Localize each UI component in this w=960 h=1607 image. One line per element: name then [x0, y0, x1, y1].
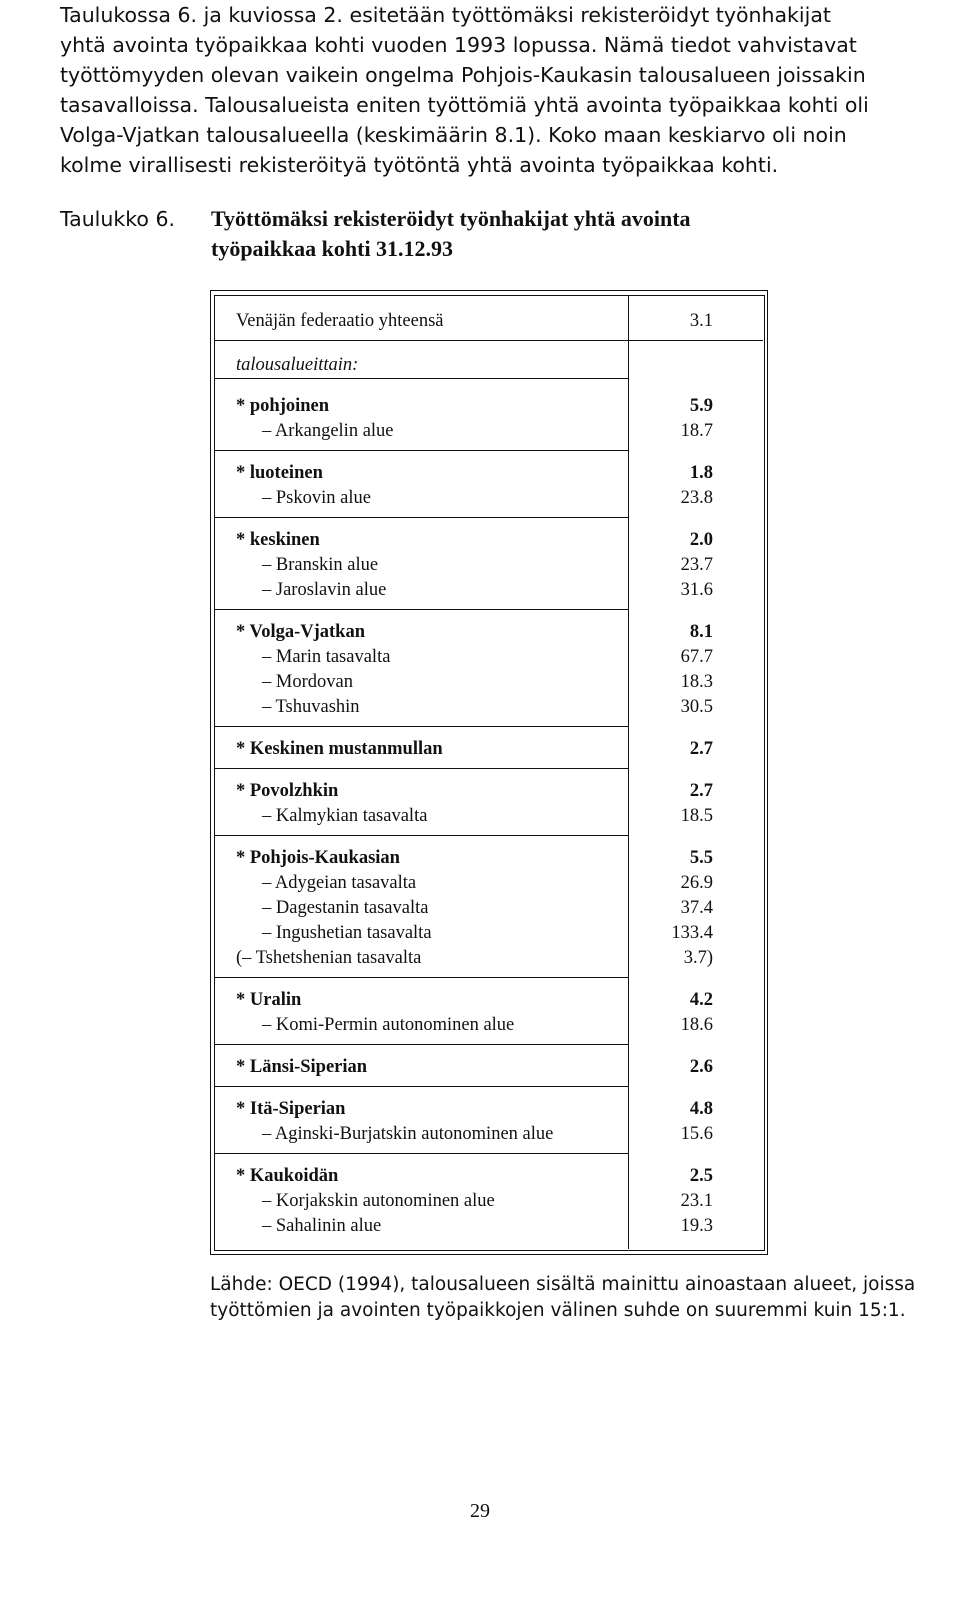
row-label: – Tshuvashin	[262, 697, 360, 717]
table-caption-label: Taulukko 6.	[60, 207, 176, 231]
row-label: * pohjoinen	[236, 396, 330, 416]
row-label: * Länsi-Siperian	[236, 1057, 368, 1077]
row-value: 18.3	[680, 672, 713, 692]
row-label: – Komi-Permin autonominen alue	[262, 1015, 515, 1035]
row-value: 31.6	[680, 580, 713, 600]
table-divider	[214, 726, 628, 727]
row-value: 18.6	[680, 1015, 713, 1035]
intro-line: Taulukossa 6. ja kuviossa 2. esitetään työttömäksi rekisteröidyt työnhakijat	[60, 3, 831, 27]
intro-line: Volga-Vjatkan talousalueella (keskimäärin 8.1). Koko maan keskiarvo oli noin	[60, 123, 847, 147]
row-value: 2.7	[689, 739, 713, 759]
table-divider	[214, 1086, 628, 1087]
row-label: (– Tshetshenian tasavalta	[236, 948, 422, 968]
table-divider	[214, 378, 628, 379]
table-divider	[214, 768, 628, 769]
table-divider	[214, 450, 628, 451]
row-label: – Aginski-Burjatskin autonominen alue	[262, 1124, 554, 1144]
row-label: * Povolzhkin	[236, 781, 339, 801]
row-label: – Adygeian tasavalta	[262, 873, 417, 893]
table-divider	[214, 977, 628, 978]
source-note	[210, 1272, 916, 1324]
row-value: 18.7	[680, 421, 713, 441]
row-label: – Marin tasavalta	[262, 647, 391, 667]
row-value: 3.7)	[683, 948, 713, 968]
row-label: – Ingushetian tasavalta	[262, 923, 432, 943]
row-label: – Korjakskin autonominen alue	[262, 1191, 495, 1211]
intro-line: tasavalloissa. Talousalueista eniten työttömiä yhtä avointa työpaikkaa kohti oli	[60, 93, 869, 117]
row-label: * Itä-Siperian	[236, 1099, 346, 1119]
row-value: 26.9	[680, 873, 713, 893]
table-divider	[214, 340, 763, 341]
row-label: * Kaukoidän	[236, 1166, 339, 1186]
row-label: – Sahalinin alue	[262, 1216, 382, 1236]
row-value: 23.7	[680, 555, 713, 575]
row-label: – Dagestanin tasavalta	[262, 898, 429, 918]
row-label: * Pohjois-Kaukasian	[236, 848, 400, 868]
row-label: – Arkangelin alue	[262, 421, 394, 441]
total-value: 3.1	[689, 311, 713, 331]
source-line: työttömien ja avointen työpaikkojen välinen suhde on suuremmi kuin 15:1.	[210, 1300, 906, 1321]
row-label: * Keskinen mustanmullan	[236, 739, 443, 759]
row-value: 1.8	[689, 463, 713, 483]
intro-paragraph	[60, 0, 918, 180]
row-value: 19.3	[680, 1216, 713, 1236]
row-value: 15.6	[680, 1124, 713, 1144]
row-value: 2.7	[689, 781, 713, 801]
source-line: Lähde: OECD (1994), talousalueen sisältä mainittu ainoastaan alueet, joissa	[210, 1274, 916, 1295]
row-value: 2.0	[689, 530, 713, 550]
table-caption-title-line: Työttömäksi rekisteröidyt työnhakijat yhtä avointa	[211, 206, 691, 231]
row-value: 2.5	[689, 1166, 713, 1186]
row-label: – Pskovin alue	[262, 488, 371, 508]
table-caption-title-line: työpaikkaa kohti 31.12.93	[211, 236, 454, 261]
row-value: 4.2	[689, 990, 713, 1010]
row-label: * keskinen	[236, 530, 320, 550]
page-number: 29	[470, 1500, 490, 1522]
row-value: 30.5	[680, 697, 713, 717]
row-label: * luoteinen	[236, 463, 323, 483]
row-value: 23.8	[680, 488, 713, 508]
row-label: – Jaroslavin alue	[262, 580, 387, 600]
row-value: 67.7	[680, 647, 713, 667]
row-value: 37.4	[680, 898, 713, 918]
row-value: 2.6	[689, 1057, 713, 1077]
table-divider	[214, 609, 628, 610]
row-label: – Kalmykian tasavalta	[262, 806, 428, 826]
table-divider	[214, 1044, 628, 1045]
intro-line: työttömyyden olevan vaikein ongelma Pohjois-Kaukasin talousalueen joissakin	[60, 63, 866, 87]
row-value: 18.5	[680, 806, 713, 826]
row-label: * Volga-Vjatkan	[236, 622, 366, 642]
row-value: 133.4	[671, 923, 713, 943]
row-value: 5.5	[689, 848, 713, 868]
table-divider	[214, 835, 628, 836]
subheading-label: talousalueittain:	[236, 355, 359, 375]
row-value: 5.9	[689, 396, 713, 416]
table-divider	[214, 1153, 628, 1154]
row-value: 4.8	[689, 1099, 713, 1119]
intro-line: yhtä avointa työpaikkaa kohti vuoden 1993 lopussa. Nämä tiedot vahvistavat	[60, 33, 857, 57]
intro-line: kolme virallisesti rekisteröityä työtöntä yhtä avointa työpaikkaa kohti.	[60, 153, 779, 177]
row-value: 8.1	[689, 622, 713, 642]
row-label: – Branskin alue	[262, 555, 379, 575]
total-label: Venäjän federaatio yhteensä	[236, 311, 444, 331]
row-value: 23.1	[680, 1191, 713, 1211]
row-label: * Uralin	[236, 990, 302, 1010]
table-divider	[214, 517, 628, 518]
row-label: – Mordovan	[262, 672, 353, 692]
table-caption-title	[211, 204, 831, 264]
